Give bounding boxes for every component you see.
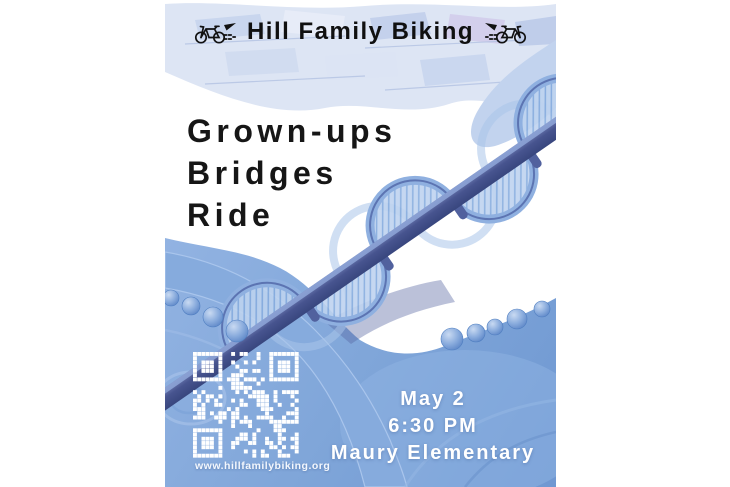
event-time: 6:30 PM [388, 415, 478, 437]
event-title-line: Grown-ups [187, 113, 397, 149]
qr-code [193, 352, 299, 458]
event-title-line: Ride [187, 197, 275, 233]
poster-header [165, 18, 556, 46]
poster-title-text: Hill Family Biking [246, 18, 475, 45]
bicycle-right-icon [484, 19, 528, 46]
event-details [313, 386, 553, 467]
event-location: Maury Elementary [330, 442, 536, 464]
website-url: www.hillfamilybiking.org [195, 460, 331, 472]
event-poster [165, 0, 556, 487]
event-title [187, 110, 396, 236]
bicycle-left-icon [193, 19, 237, 46]
event-title-line: Bridges [187, 155, 338, 191]
event-date: May 2 [400, 388, 466, 410]
